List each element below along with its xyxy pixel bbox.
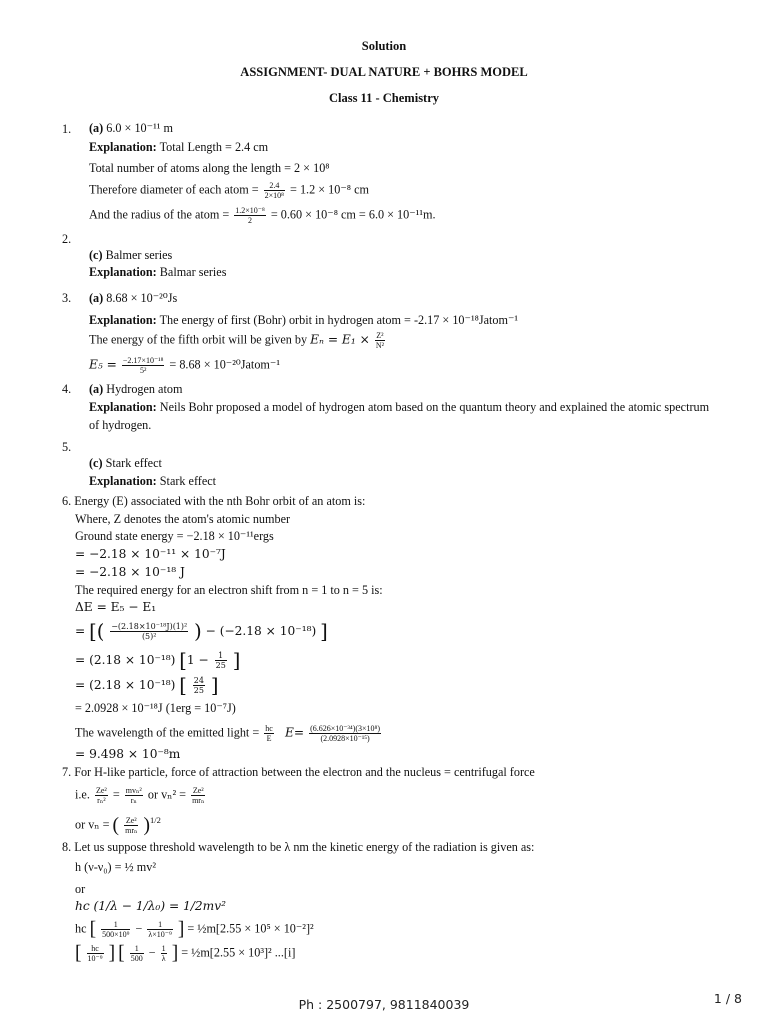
q4-option: (a) — [89, 382, 104, 396]
q8-line5 — [75, 920, 314, 939]
q6-line8-open-bracket: [( — [89, 619, 105, 643]
q1-answer-text: 6.0 × 10⁻¹¹ m — [106, 121, 173, 135]
q7-line3-pre: or vₙ = — [75, 817, 110, 832]
q2-option: (c) — [89, 248, 103, 262]
q1-line3-fraction — [264, 181, 285, 200]
q5-answer-text: Stark effect — [105, 456, 162, 470]
q6-line9-fraction — [215, 651, 227, 670]
q6-line10-frac-den: 25 — [193, 686, 204, 695]
q7-line3-frac-den: mrₙ — [125, 826, 138, 835]
q8-line6-open-bracket2: [ — [118, 943, 125, 965]
q6-line8-fraction — [110, 622, 188, 641]
q8-line6-f3-num: 1 — [161, 944, 166, 953]
q5-number: 5. — [62, 440, 72, 454]
q6-line13: = 9.498 × 10⁻⁸m — [75, 747, 181, 761]
q7-line2-f2-den: rₙ — [130, 796, 137, 805]
q7-line2-fraction1 — [95, 786, 108, 805]
q1-line4-fraction — [234, 206, 266, 225]
q1-line3 — [89, 181, 369, 200]
q5-explanation — [89, 473, 216, 489]
q1-number: 1. — [62, 122, 72, 136]
q8-line6 — [75, 944, 295, 963]
footer-phone: Ph : 2500797, 9811840039 — [298, 997, 470, 1012]
q6-line6: The required energy for an electron shift from n = 1 to n = 5 is: — [75, 583, 383, 597]
q2-explanation — [89, 264, 226, 280]
q3-line2-text: The energy of the fifth orbit will be given by — [89, 332, 308, 347]
q6-line12-pre: The wavelength of the emitted light = — [75, 725, 260, 740]
q8-line5-pre: hc — [75, 921, 87, 936]
q6-line12 — [75, 724, 383, 743]
q2-answer — [89, 247, 172, 263]
q6-line3: Ground state energy = −2.18 × 10⁻¹¹ergs — [75, 529, 274, 543]
q8-line2: h (ν-ν₀) = ½ mv² — [75, 860, 156, 874]
q6-line12-fraction — [264, 724, 274, 743]
q3-number: 3. — [62, 291, 72, 305]
q6-line12-e: E= — [284, 725, 305, 740]
q3-line3-frac-den: 5² — [139, 366, 147, 375]
q1-explanation — [89, 139, 268, 155]
q2-exp-text: Balmar series — [159, 265, 227, 279]
q8-line6-close-bracket1: ] — [108, 943, 116, 965]
q3-line2-frac-den: N² — [375, 341, 385, 350]
q3-line3-fraction — [122, 356, 164, 375]
q1-line4-pre: And the radius of the atom = — [89, 207, 230, 222]
q8-line6-close-bracket2: ] — [171, 943, 179, 965]
q1-line4-frac-num: 1.2×10⁻⁸ — [235, 206, 265, 215]
page-number: 1 / 8 — [713, 991, 742, 1006]
q6-line9-close-bracket: ] — [232, 648, 241, 672]
q6-line12-frac-den: E — [266, 734, 272, 743]
q4-exp-text2: of hydrogen. — [89, 418, 152, 432]
q1-line3-frac-num: 2.4 — [264, 181, 285, 191]
q7-line2-f3-num: Ze² — [192, 786, 204, 795]
q8-line5-f1-den: 500×10⁹ — [102, 930, 130, 939]
q8-line1: 8. Let us suppose threshold wavelength to be λ nm the kinetic energy of the radiation is given as: — [62, 840, 535, 854]
q2-answer-text: Balmer series — [105, 248, 173, 262]
q1-line4-post: = 0.60 × 10⁻⁸ cm = 6.0 × 10⁻¹¹m. — [270, 207, 436, 222]
q8-line5-open-bracket: [ — [89, 919, 97, 941]
q6-line9-frac-num: 1 — [215, 651, 227, 661]
q1-line4 — [89, 206, 436, 225]
q7-line3-close-paren: ) — [143, 815, 150, 837]
q6-line10 — [75, 673, 219, 697]
q6-line8-close-bracket: ] — [320, 619, 328, 643]
q1-line3-post: = 1.2 × 10⁻⁸ cm — [290, 182, 369, 197]
q7-line2-f3-den: mrₙ — [192, 796, 205, 805]
q2-exp-label: Explanation: — [89, 265, 157, 279]
q6-line10-close-bracket: ] — [210, 673, 219, 697]
q3-option: (a) — [89, 291, 104, 305]
q3-line2-frac-num: Z² — [376, 331, 384, 340]
q4-number: 4. — [62, 382, 72, 396]
class-line: Class 11 - Chemistry — [328, 91, 440, 105]
q7-line3 — [75, 816, 161, 835]
q7-line2-eq: = — [112, 787, 120, 802]
q8-line5-close-bracket: ] — [177, 919, 185, 941]
q8-line5-post: = ½m[2.55 × 10⁵ × 10⁻²]² — [187, 921, 314, 936]
q1-line2: Total number of atoms along the length = 2 × 10⁸ — [89, 161, 330, 175]
q3-exp-label: Explanation: — [89, 313, 157, 327]
q6-line4: = −2.18 × 10⁻¹¹ × 10⁻⁷J — [75, 547, 226, 561]
q7-line2-f2-num: mvₙ² — [125, 786, 142, 795]
q6-line9-text: = (2.18 × 10⁻¹⁸) — [75, 653, 176, 667]
q3-line3 — [89, 356, 280, 375]
q8-line3: or — [75, 882, 86, 896]
q3-explanation — [89, 312, 518, 328]
q6-line12-frac2-num: (6.626×10⁻³⁴)(3×10⁸) — [310, 724, 381, 733]
q3-line2-fraction — [375, 331, 385, 350]
q4-answer — [89, 381, 182, 397]
q1-answer — [89, 120, 173, 136]
q6-line7: ΔE = E₅ − E₁ — [75, 600, 157, 614]
q8-line5-f2-num: 1 — [147, 920, 172, 930]
q3-exp-text: The energy of first (Bohr) orbit in hydrogen atom = -2.17 × 10⁻¹⁸Jatom⁻¹ — [159, 313, 519, 327]
q6-line8-eq: = — [75, 624, 86, 638]
q6-line10-open-bracket: [ — [179, 673, 187, 697]
q8-line6-f2-den: 500 — [130, 954, 143, 963]
q6-line12-frac-num: hc — [265, 724, 273, 733]
q6-line9: = (2.18 × 10⁻¹⁸) [1 − $\frac{1}{25}$ ] — [75, 648, 241, 672]
q8-line5-fraction2 — [147, 920, 172, 939]
q6-line10-text: = (2.18 × 10⁻¹⁸) — [75, 678, 176, 692]
q8-line6-fraction2 — [130, 944, 144, 963]
q8-line6-fraction1 — [87, 944, 104, 963]
q5-exp-label: Explanation: — [89, 474, 157, 488]
q7-line2-fraction3 — [191, 786, 205, 805]
q7-line2-pre: i.e. — [75, 787, 90, 802]
doc-title: Solution — [361, 39, 407, 53]
q7-line3-fraction — [124, 816, 138, 835]
q8-line6-f3-den: λ — [161, 954, 166, 963]
q8-line5-f2-den: λ×10⁻⁹ — [148, 930, 172, 939]
q3-line3-lhs: E₅ = — [89, 357, 117, 372]
q6-line2: Where, Z denotes the atom's atomic number — [75, 512, 291, 526]
q4-answer-text: Hydrogen atom — [106, 382, 183, 396]
q6-line8-frac-num: −(2.18×10⁻¹⁸J)(1)² — [111, 622, 188, 631]
q1-exp-label: Explanation: — [89, 140, 157, 154]
q8-line6-fraction3 — [161, 944, 167, 963]
q5-exp-text: Stark effect — [159, 474, 217, 488]
q5-option: (c) — [89, 456, 103, 470]
q8-line6-f1-num: hc — [87, 944, 104, 954]
q8-line6-open-bracket1: [ — [75, 943, 82, 965]
q7-line3-frac-num: Ze² — [125, 816, 137, 825]
q6-line12-fraction2 — [309, 724, 381, 743]
q7-line3-exponent: 1/2 — [150, 815, 161, 826]
q1-line3-frac-den: 2×10⁸ — [264, 191, 284, 200]
q6-line8-close-paren: ) — [194, 619, 202, 643]
q8-line4: hc (1/λ − 1/λ₀) = 1/2mv² — [75, 899, 226, 913]
q1-exp-text: Total Length = 2.4 cm — [159, 140, 269, 154]
q7-line2 — [75, 786, 207, 805]
q6-line10-frac-num: 24 — [193, 676, 204, 685]
q8-line5-fraction1 — [101, 920, 130, 939]
q7-line2-f1-den: rₙ² — [97, 796, 106, 805]
q8-line6-f1-den: 10⁻⁹ — [87, 954, 103, 963]
q3-line3-rhs: = 8.68 × 10⁻²⁰Jatom⁻¹ — [169, 357, 280, 372]
q8-line6-f2-num: 1 — [130, 944, 144, 954]
q4-exp-label: Explanation: — [89, 400, 157, 414]
q7-line2-mid: or vₙ² = — [147, 787, 187, 802]
q6-line10-fraction — [193, 676, 205, 695]
q7-line2-fraction2 — [125, 786, 143, 805]
q6-line8 — [75, 619, 328, 643]
q5-answer — [89, 455, 162, 471]
q6-line1: 6. Energy (E) associated with the nth Bohr orbit of an atom is: — [62, 494, 366, 508]
q8-line6-minus: − — [148, 945, 156, 960]
q6-line8-frac-den: (5)² — [141, 632, 157, 641]
q3-line2 — [89, 331, 387, 350]
q1-line4-frac-den: 2 — [248, 216, 253, 225]
q3-line3-frac-num: −2.17×10⁻¹⁸ — [122, 356, 164, 365]
q2-number: 2. — [62, 232, 72, 246]
doc-subtitle: ASSIGNMENT- DUAL NATURE + BOHRS MODEL — [240, 65, 528, 79]
q1-line3-pre: Therefore diameter of each atom = — [89, 182, 259, 197]
q6-line11: = 2.0928 × 10⁻¹⁸J (1erg = 10⁻⁷J) — [75, 701, 236, 715]
q4-exp-text: Neils Bohr proposed a model of hydrogen atom based on the quantum theory and explained the atomic spectrum — [159, 400, 710, 414]
q4-explanation — [89, 399, 709, 415]
q8-line5-f1-num: 1 — [101, 920, 130, 930]
q6-line9-frac-den: 25 — [215, 661, 226, 670]
q3-answer-text: 8.68 × 10⁻²⁰Js — [106, 291, 178, 305]
q3-answer — [89, 290, 177, 306]
q8-line6-post: = ½m[2.55 × 10³]² ...[i] — [181, 945, 296, 960]
q6-line12-frac2-den: (2.0928×10⁻¹⁵) — [320, 734, 370, 743]
q6-line5: = −2.18 × 10⁻¹⁸ J — [75, 565, 185, 579]
q6-line9-open-bracket: [ — [179, 648, 187, 672]
q7-line2-f1-num: Ze² — [95, 786, 107, 795]
q6-line8-tail: − (−2.18 × 10⁻¹⁸) — [205, 624, 317, 638]
q3-line2-math: Eₙ = E₁ × — [310, 332, 370, 347]
q8-line5-minus: − — [135, 921, 143, 936]
q7-line3-open-paren: ( — [112, 815, 120, 837]
q7-line1: 7. For H-like particle, force of attraction between the electron and the nucleus = centrifugal force — [62, 765, 535, 779]
q1-option: (a) — [89, 121, 104, 135]
